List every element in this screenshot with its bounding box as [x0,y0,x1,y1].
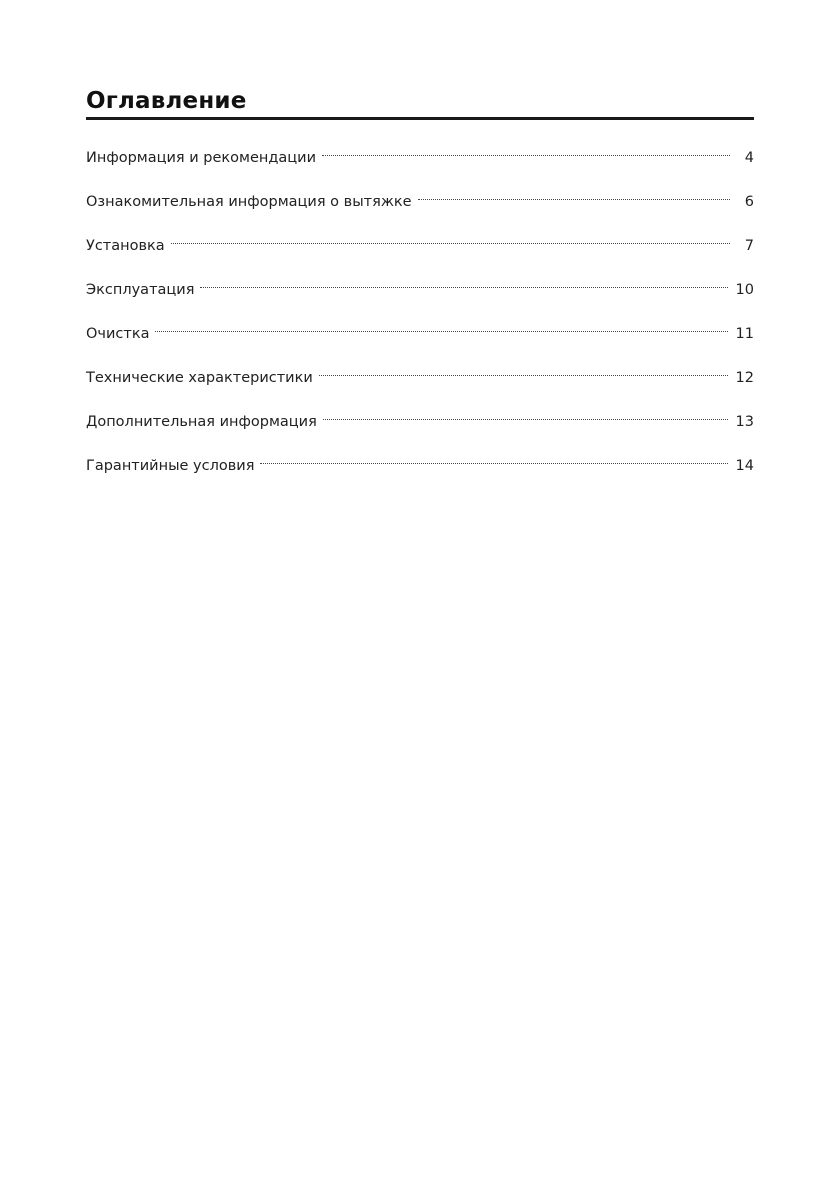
toc-entry-label: Очистка [86,326,150,342]
toc-entry-hood-overview[interactable] [86,182,754,226]
toc-entry-label: Эксплуатация [86,282,195,298]
toc-entry-label: Установка [86,238,165,254]
toc-entry-operation[interactable] [86,270,754,314]
dot-leader [322,138,734,162]
toc-entry-specifications[interactable] [86,358,754,402]
toc-entry-label: Гарантийные условия [86,458,255,474]
toc-page-number: 10 [735,282,754,298]
title-underline [86,117,754,120]
dot-leader [319,358,732,382]
toc-page-number: 7 [744,238,754,254]
toc-entry-label: Информация и рекомендации [86,150,317,166]
dot-leader [155,314,731,338]
dot-leader [260,446,731,470]
dot-leader [323,402,732,426]
toc-page-number: 13 [735,414,754,430]
toc-page-number: 4 [744,150,754,166]
toc-entry-warranty[interactable] [86,446,754,490]
toc-page-number: 6 [744,194,754,210]
toc-entry-label: Дополнительная информация [86,414,317,430]
toc-entry-additional-info[interactable] [86,402,754,446]
dot-leader [171,226,734,250]
toc-page-number: 14 [735,458,754,474]
dot-leader [418,182,734,206]
toc-page-number: 12 [735,370,754,386]
document-page [86,86,754,490]
table-of-contents [86,138,754,490]
toc-entry-cleaning[interactable] [86,314,754,358]
toc-entry-label: Ознакомительная информация о вытяжке [86,194,412,210]
toc-page-number: 11 [735,326,754,342]
dot-leader [200,270,731,294]
toc-entry-label: Технические характеристики [86,370,313,386]
toc-entry-info-recommendations[interactable] [86,138,754,182]
toc-entry-installation[interactable] [86,226,754,270]
page-title: Оглавление [86,88,247,114]
